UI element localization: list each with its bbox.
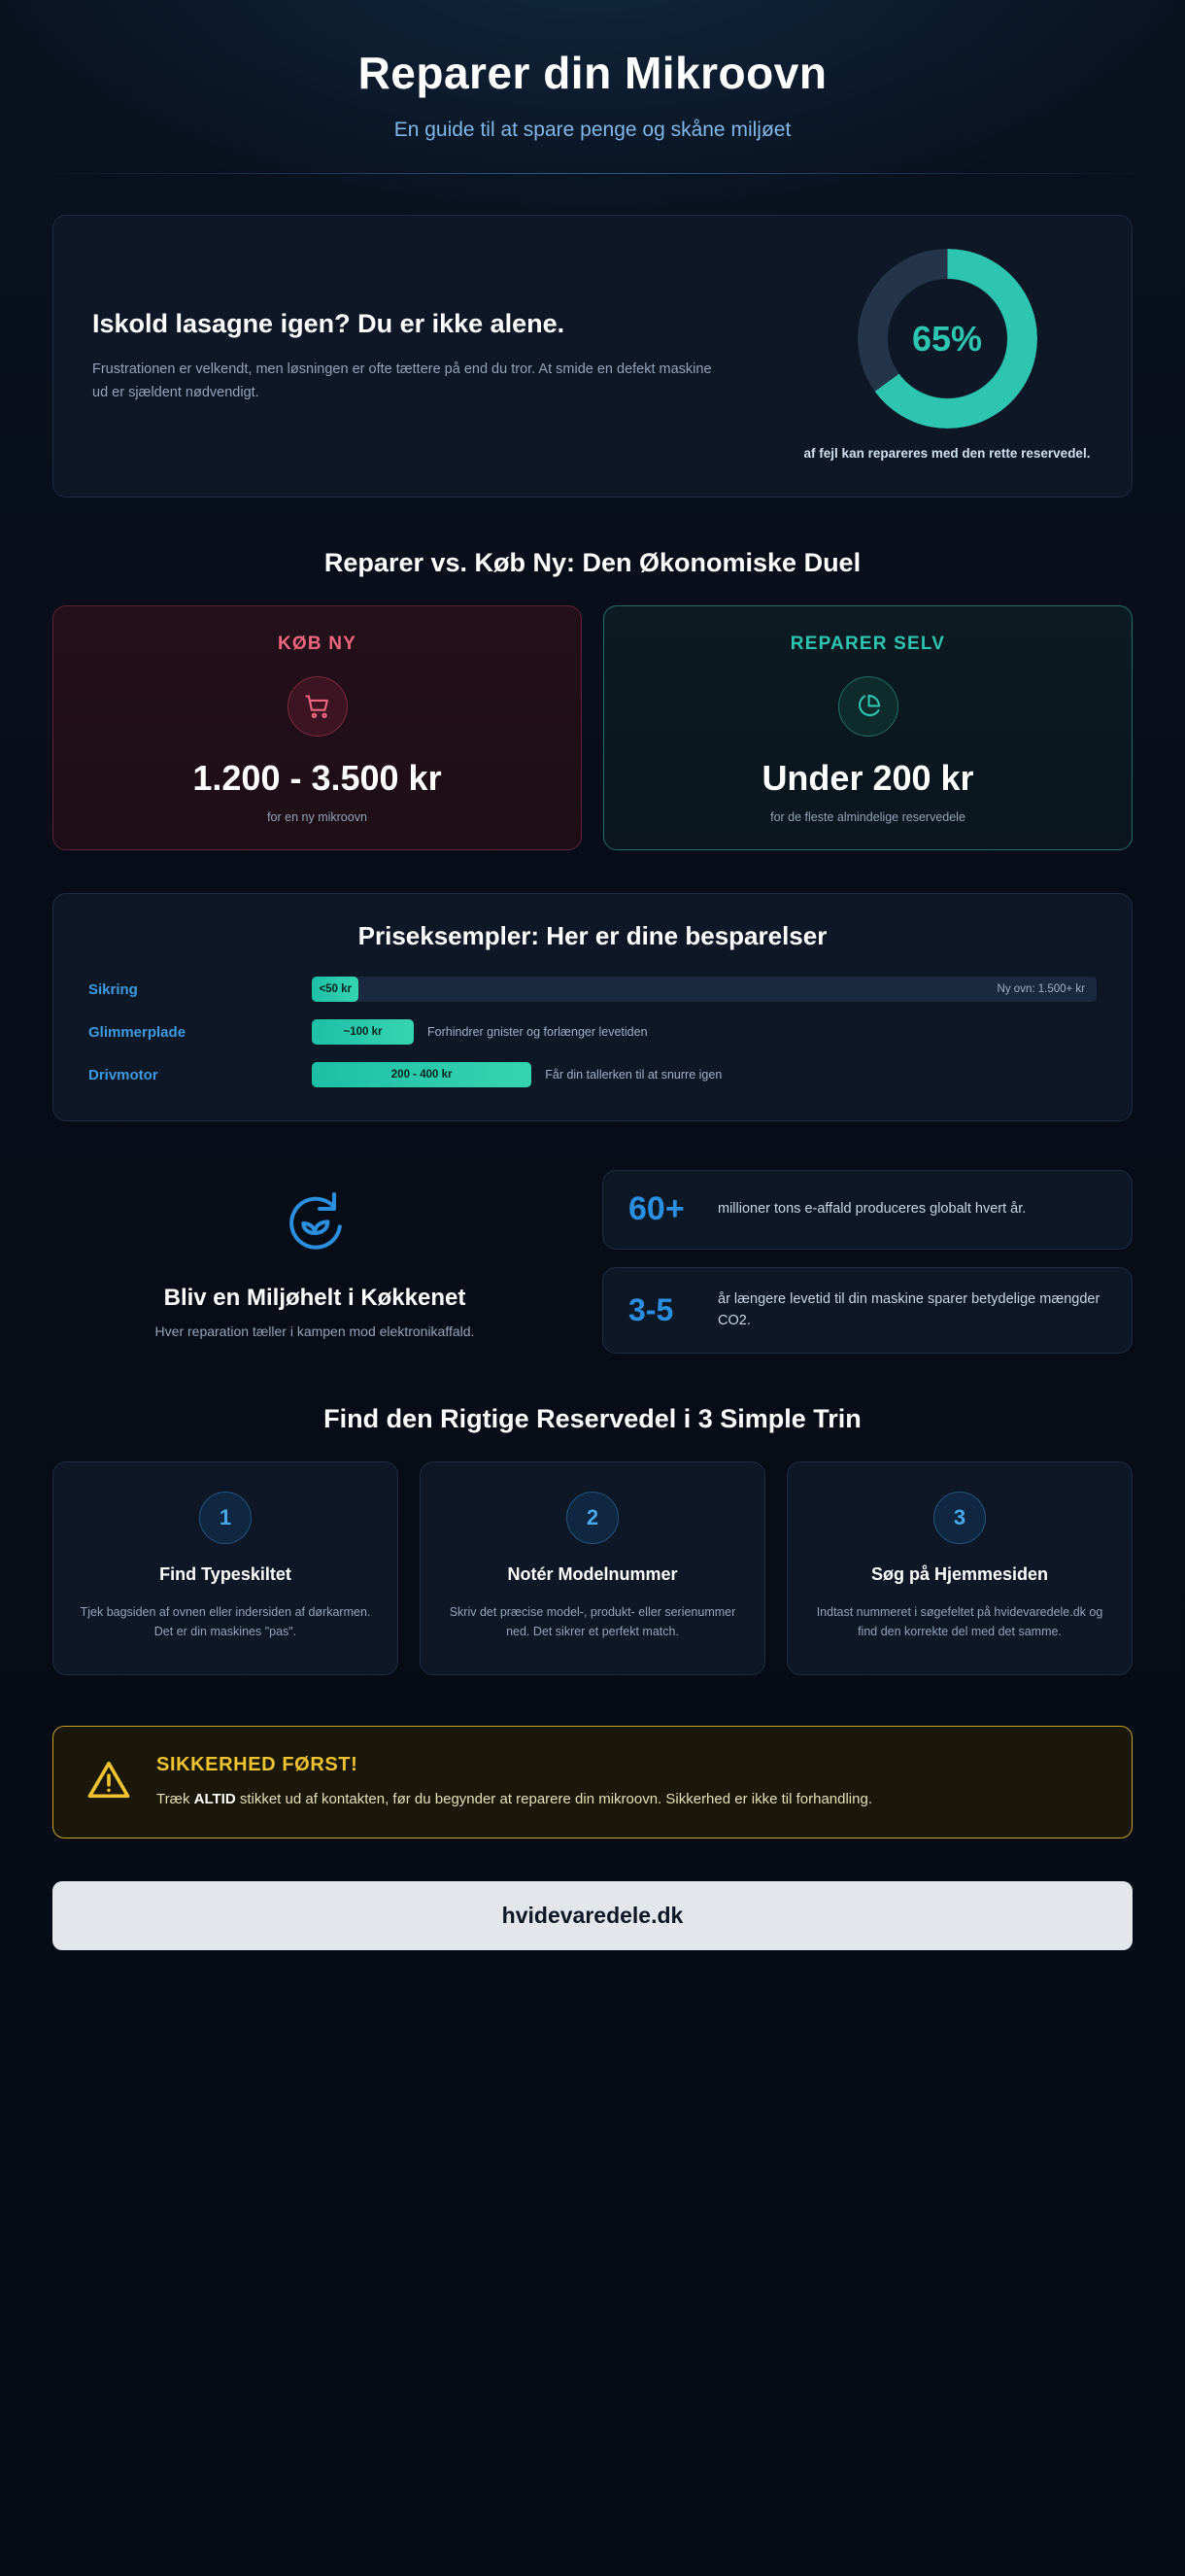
step-title: Find Typeskiltet bbox=[159, 1564, 291, 1585]
step-card bbox=[787, 1461, 1133, 1674]
donut-caption: af fejl kan repareres med den rette reservedel. bbox=[803, 446, 1091, 461]
stat-text: år længere levetid til din maskine sparer betydelige mængder CO2. bbox=[718, 1290, 1100, 1328]
duel-section bbox=[52, 605, 1133, 850]
duel-repair-price: Under 200 kr bbox=[762, 758, 974, 799]
price-row bbox=[88, 977, 1097, 1002]
environment-body: Hver reparation tæller i kampen mod elektronikaffald. bbox=[154, 1323, 475, 1340]
warning-emphasis: ALTID bbox=[193, 1790, 236, 1807]
intro-text-block bbox=[92, 307, 782, 404]
price-row-track bbox=[312, 1062, 1097, 1087]
header-divider bbox=[52, 173, 1133, 174]
intro-body: Frustrationen er velkendt, men løsningen er ofte tættere på end du tror. At smide en defekt maskine ud er sjældent nødvendigt. bbox=[92, 361, 712, 400]
step-text: Indtast nummeret i søgefeltet på hvidevaredele.dk og find den korrekte del med det samme. bbox=[816, 1604, 1103, 1638]
duel-card-buy bbox=[52, 605, 582, 850]
price-row-bar: ~100 kr bbox=[312, 1019, 414, 1045]
page-subtitle: En guide til at spare penge og skåne miljøet bbox=[393, 119, 792, 141]
step-title: Notér Modelnummer bbox=[507, 1564, 678, 1585]
step-number: 1 bbox=[199, 1492, 252, 1544]
price-examples-title: Priseksempler: Her er dine besparelser bbox=[357, 921, 828, 951]
stat-number: 3-5 bbox=[628, 1291, 674, 1327]
warning-text bbox=[156, 1788, 872, 1810]
donut-chart bbox=[858, 249, 1037, 429]
step-text: Tjek bagsiden af ovnen eller indersiden af dørkarmen. Det er din maskines "pas". bbox=[80, 1604, 371, 1638]
environment-stats bbox=[602, 1170, 1133, 1354]
duel-buy-note: for en ny mikroovn bbox=[267, 810, 367, 825]
shopping-cart-icon bbox=[288, 676, 348, 737]
price-row bbox=[88, 1062, 1097, 1087]
footer-site-link[interactable]: hvidevaredele.dk bbox=[52, 1881, 1133, 1950]
environment-intro bbox=[52, 1175, 577, 1349]
steps-section bbox=[52, 1461, 1133, 1674]
environment-section bbox=[52, 1170, 1133, 1354]
warning-body bbox=[156, 1754, 872, 1810]
duel-repair-label: REPARER SELV bbox=[790, 634, 946, 655]
step-number: 3 bbox=[933, 1492, 986, 1544]
safety-warning-card bbox=[52, 1726, 1133, 1838]
pie-chart-icon bbox=[838, 676, 898, 737]
intro-card bbox=[52, 215, 1133, 498]
duel-card-repair bbox=[603, 605, 1133, 850]
steps-section-title: Find den Rigtige Reservedel i 3 Simple Trin bbox=[323, 1404, 862, 1434]
price-row-rest: Ny ovn: 1.500+ kr bbox=[312, 977, 1097, 1002]
duel-section-title: Reparer vs. Køb Ny: Den Økonomiske Duel bbox=[323, 548, 862, 578]
warning-triangle-icon bbox=[86, 1758, 131, 1807]
intro-heading: Iskold lasagne igen? Du er ikke alene. bbox=[92, 309, 565, 339]
price-row-track bbox=[312, 1019, 1097, 1045]
price-examples-card bbox=[52, 893, 1133, 1121]
recycle-leaf-icon bbox=[72, 1185, 558, 1267]
stat-number: 60+ bbox=[628, 1190, 685, 1228]
step-title: Søg på Hjemmesiden bbox=[870, 1564, 1049, 1585]
step-card bbox=[420, 1461, 765, 1674]
step-card bbox=[52, 1461, 398, 1674]
duel-buy-price: 1.200 - 3.500 kr bbox=[192, 758, 442, 799]
price-row-bar: <50 kr bbox=[312, 977, 358, 1002]
warning-title: SIKKERHED FØRST! bbox=[156, 1753, 358, 1775]
donut-value: 65% bbox=[911, 318, 983, 359]
page-title: Reparer din Mikroovn bbox=[357, 48, 828, 98]
price-row-name: Glimmerplade bbox=[88, 1023, 186, 1041]
price-row-bar: 200 - 400 kr bbox=[312, 1062, 531, 1087]
price-row-desc: Får din tallerken til at snurre igen bbox=[545, 1068, 723, 1082]
duel-repair-note: for de fleste almindelige reservedele bbox=[770, 810, 965, 825]
stat-text: millioner tons e-affald produceres globalt hvert år. bbox=[718, 1201, 1027, 1218]
stat-card bbox=[602, 1170, 1133, 1250]
page-header bbox=[52, 0, 1133, 174]
duel-buy-label: KØB NY bbox=[277, 634, 357, 655]
warning-text-after: stikket ud af kontakten, før du begynder at reparere din mikroovn. Sikkerhed er ikke til forhandling. bbox=[235, 1790, 872, 1807]
environment-heading: Bliv en Miljøhelt i Køkkenet bbox=[163, 1285, 466, 1312]
price-row-desc: Forhindrer gnister og forlænger levetiden bbox=[427, 1025, 648, 1040]
price-row-name: Drivmotor bbox=[88, 1066, 158, 1083]
step-text: Skriv det præcise model-, produkt- eller serienummer ned. Det sikrer et perfekt match. bbox=[449, 1604, 736, 1638]
price-row bbox=[88, 1019, 1097, 1045]
stat-card bbox=[602, 1267, 1133, 1355]
price-row-track bbox=[312, 977, 1097, 1002]
step-number: 2 bbox=[566, 1492, 619, 1544]
intro-stat-block bbox=[801, 249, 1093, 464]
warning-text-before: Træk bbox=[156, 1790, 194, 1807]
price-row-name: Sikring bbox=[88, 980, 138, 998]
